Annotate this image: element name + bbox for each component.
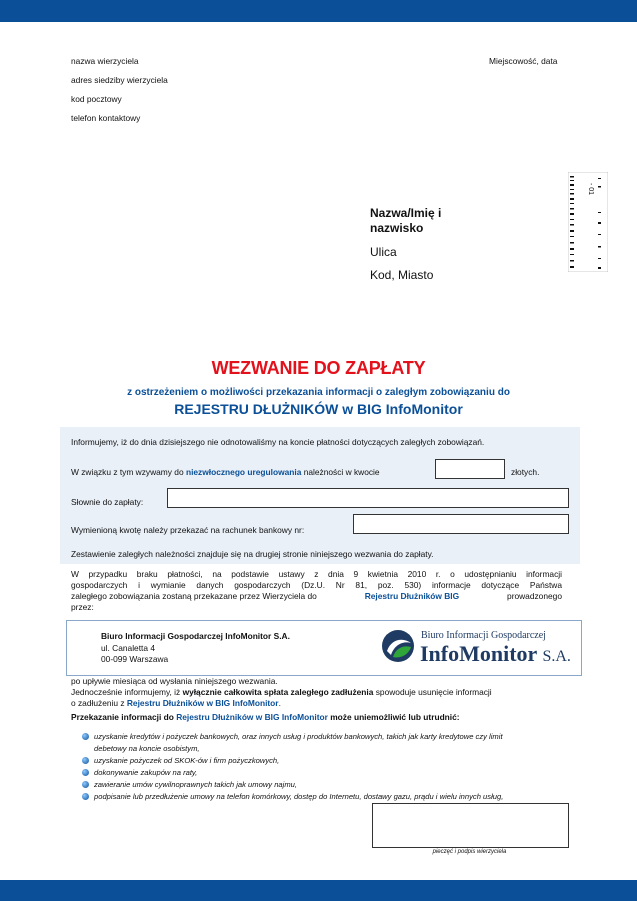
- list-item-text: dokonywanie zakupów na raty,: [94, 768, 198, 777]
- bank-account-label: Wymienioną kwotę należy przekazać na rachunek bankowy nr:: [71, 525, 305, 535]
- after-line-2: [71, 687, 492, 698]
- creditor-name: nazwa wierzyciela: [71, 56, 139, 66]
- bullet-icon: [82, 781, 89, 788]
- legal-registry-link: Rejestru Dłużników BIG: [364, 591, 460, 601]
- consequences-heading-c: może uniemożliwić lub utrudnić:: [330, 712, 460, 722]
- creditor-block: [71, 55, 168, 131]
- signature-caption: pieczęć i podpis wierzyciela: [432, 849, 507, 855]
- list-item-text: uzyskanie kredytów i pożyczek bankowych, oraz innych usług i produktów bankowych, takich jak karty kredytowe czy limit: [94, 732, 503, 741]
- company-city: 00-099 Warszawa: [101, 654, 169, 664]
- creditor-postal-code: kod pocztowy: [71, 94, 122, 104]
- bullet-icon: [82, 733, 89, 740]
- creditor-address: adres siedziby wierzyciela: [71, 75, 168, 85]
- amount-unit: złotych.: [511, 467, 540, 477]
- registry-title: REJESTRU DŁUŻNIKÓW w BIG InfoMonitor: [174, 401, 463, 417]
- bullet-icon: [82, 769, 89, 776]
- logo-line-2: InfoMonitor: [420, 641, 537, 666]
- list-item: [82, 755, 503, 767]
- signature-box[interactable]: [372, 803, 569, 848]
- after-line-3-c: .: [278, 698, 281, 708]
- summary-note: Zestawienie zaległych należności znajduje się na drugiej stronie niniejszego wezwania do zapłaty.: [71, 549, 434, 559]
- demand-text-c: należności w kwocie: [303, 467, 380, 477]
- creditor-phone: telefon kontaktowy: [71, 113, 141, 123]
- amount-field[interactable]: [435, 459, 505, 479]
- bottom-color-bar: [0, 880, 637, 901]
- barcode-text: - 01: [587, 183, 594, 196]
- amount-in-words-field[interactable]: [167, 488, 569, 508]
- after-line-2-a: Jednocześnie informujemy, iż: [71, 687, 181, 697]
- bank-account-field[interactable]: [353, 514, 569, 534]
- demand-text-highlight: niezwłocznego uregulowania: [185, 467, 302, 477]
- legal-line-2: gospodarczych i wymianie danych gospodarczych (Dz.U. Nr 81, poz. 530) informacje dotyczące Państwa: [71, 580, 562, 590]
- company-name: Biuro Informacji Gospodarczej InfoMonitor S.A.: [101, 631, 290, 641]
- amount-in-words-label: Słownie do zapłaty:: [71, 497, 144, 507]
- list-item: [82, 743, 503, 755]
- infomonitor-logo-icon: [381, 629, 415, 663]
- list-item-text: debetowy na koncie osobistym,: [94, 744, 200, 753]
- legal-line-3-c: prowadzonego: [507, 591, 562, 601]
- list-item: [82, 779, 503, 791]
- legal-line-1: W przypadku braku płatności, na podstawie ustawy z dnia 9 kwietnia 2010 r. o udostępnianiu informacji: [71, 569, 562, 579]
- list-item: [82, 791, 503, 803]
- after-line-2-c: spowoduje usunięcie informacji: [375, 687, 492, 697]
- legal-line-4: przez:: [71, 602, 94, 612]
- recipient-block: [370, 206, 460, 282]
- list-item-text: uzyskanie pożyczek od SKOK-ów i firm pożyczkowych,: [94, 756, 280, 765]
- after-line-3-a: o zadłużeniu z: [71, 698, 125, 708]
- list-item-text: podpisanie lub przedłużenie umowy na telefon komórkowy, dostęp do Internetu, dostawy gazu, prądu i wielu innych usług,: [94, 792, 504, 801]
- consequences-heading: [71, 712, 492, 723]
- bullet-icon: [82, 757, 89, 764]
- list-item-text: zawieranie umów cywilnoprawnych takich jak umowy najmu,: [94, 780, 298, 789]
- after-paragraph: [71, 676, 492, 723]
- consequences-heading-a: Przekazanie informacji do: [71, 712, 174, 722]
- demand-text-a: W związku z tym wzywamy do: [71, 467, 184, 477]
- logo-line-1: Biuro Informacji Gospodarczej: [421, 630, 546, 641]
- legal-line-3: [71, 591, 562, 602]
- document-title: WEZWANIE DO ZAPŁATY: [211, 358, 426, 378]
- legal-line-3-a: zaległego zobowiązania zostaną przekazane przez Wierzyciela do: [71, 591, 317, 601]
- bullet-icon: [82, 793, 89, 800]
- consequences-heading-registry: Rejestru Dłużników w BIG InfoMonitor: [176, 712, 328, 722]
- after-registry-link: Rejestru Dłużników w BIG InfoMonitor: [126, 698, 279, 708]
- legal-paragraph: [71, 569, 562, 613]
- list-item: [82, 731, 503, 743]
- recipient-city: Kod, Miasto: [370, 268, 434, 282]
- after-line-1: po upływie miesiąca od wysłania niniejszego wezwania.: [71, 676, 278, 686]
- barcode-strip: [568, 172, 608, 272]
- payment-panel: [60, 427, 580, 564]
- list-item: [82, 767, 503, 779]
- panel-intro-text: Informujemy, iż do dnia dzisiejszego nie odnotowaliśmy na koncie płatności dotyczących zaległych zobowiązań.: [71, 437, 485, 447]
- after-line-3: [71, 698, 492, 709]
- top-color-bar: [0, 0, 637, 22]
- logo-line-3: S.A.: [542, 648, 571, 665]
- company-street: ul. Canaletta 4: [101, 643, 156, 653]
- recipient-name: Nazwa/Imię i nazwisko: [370, 206, 442, 235]
- recipient-street: Ulica: [370, 245, 397, 259]
- document-subtitle: z ostrzeżeniem o możliwości przekazania informacji o zaległym zobowiązaniu do: [127, 387, 510, 398]
- place-date: Miejscowość, data: [489, 56, 558, 66]
- after-line-2-bold: wyłącznie całkowita spłata zaległego zadłużenia: [182, 687, 374, 697]
- company-box: [66, 620, 582, 676]
- logo-wordmark: [420, 641, 571, 667]
- panel-demand-text: [71, 467, 380, 477]
- consequences-list: [82, 731, 503, 803]
